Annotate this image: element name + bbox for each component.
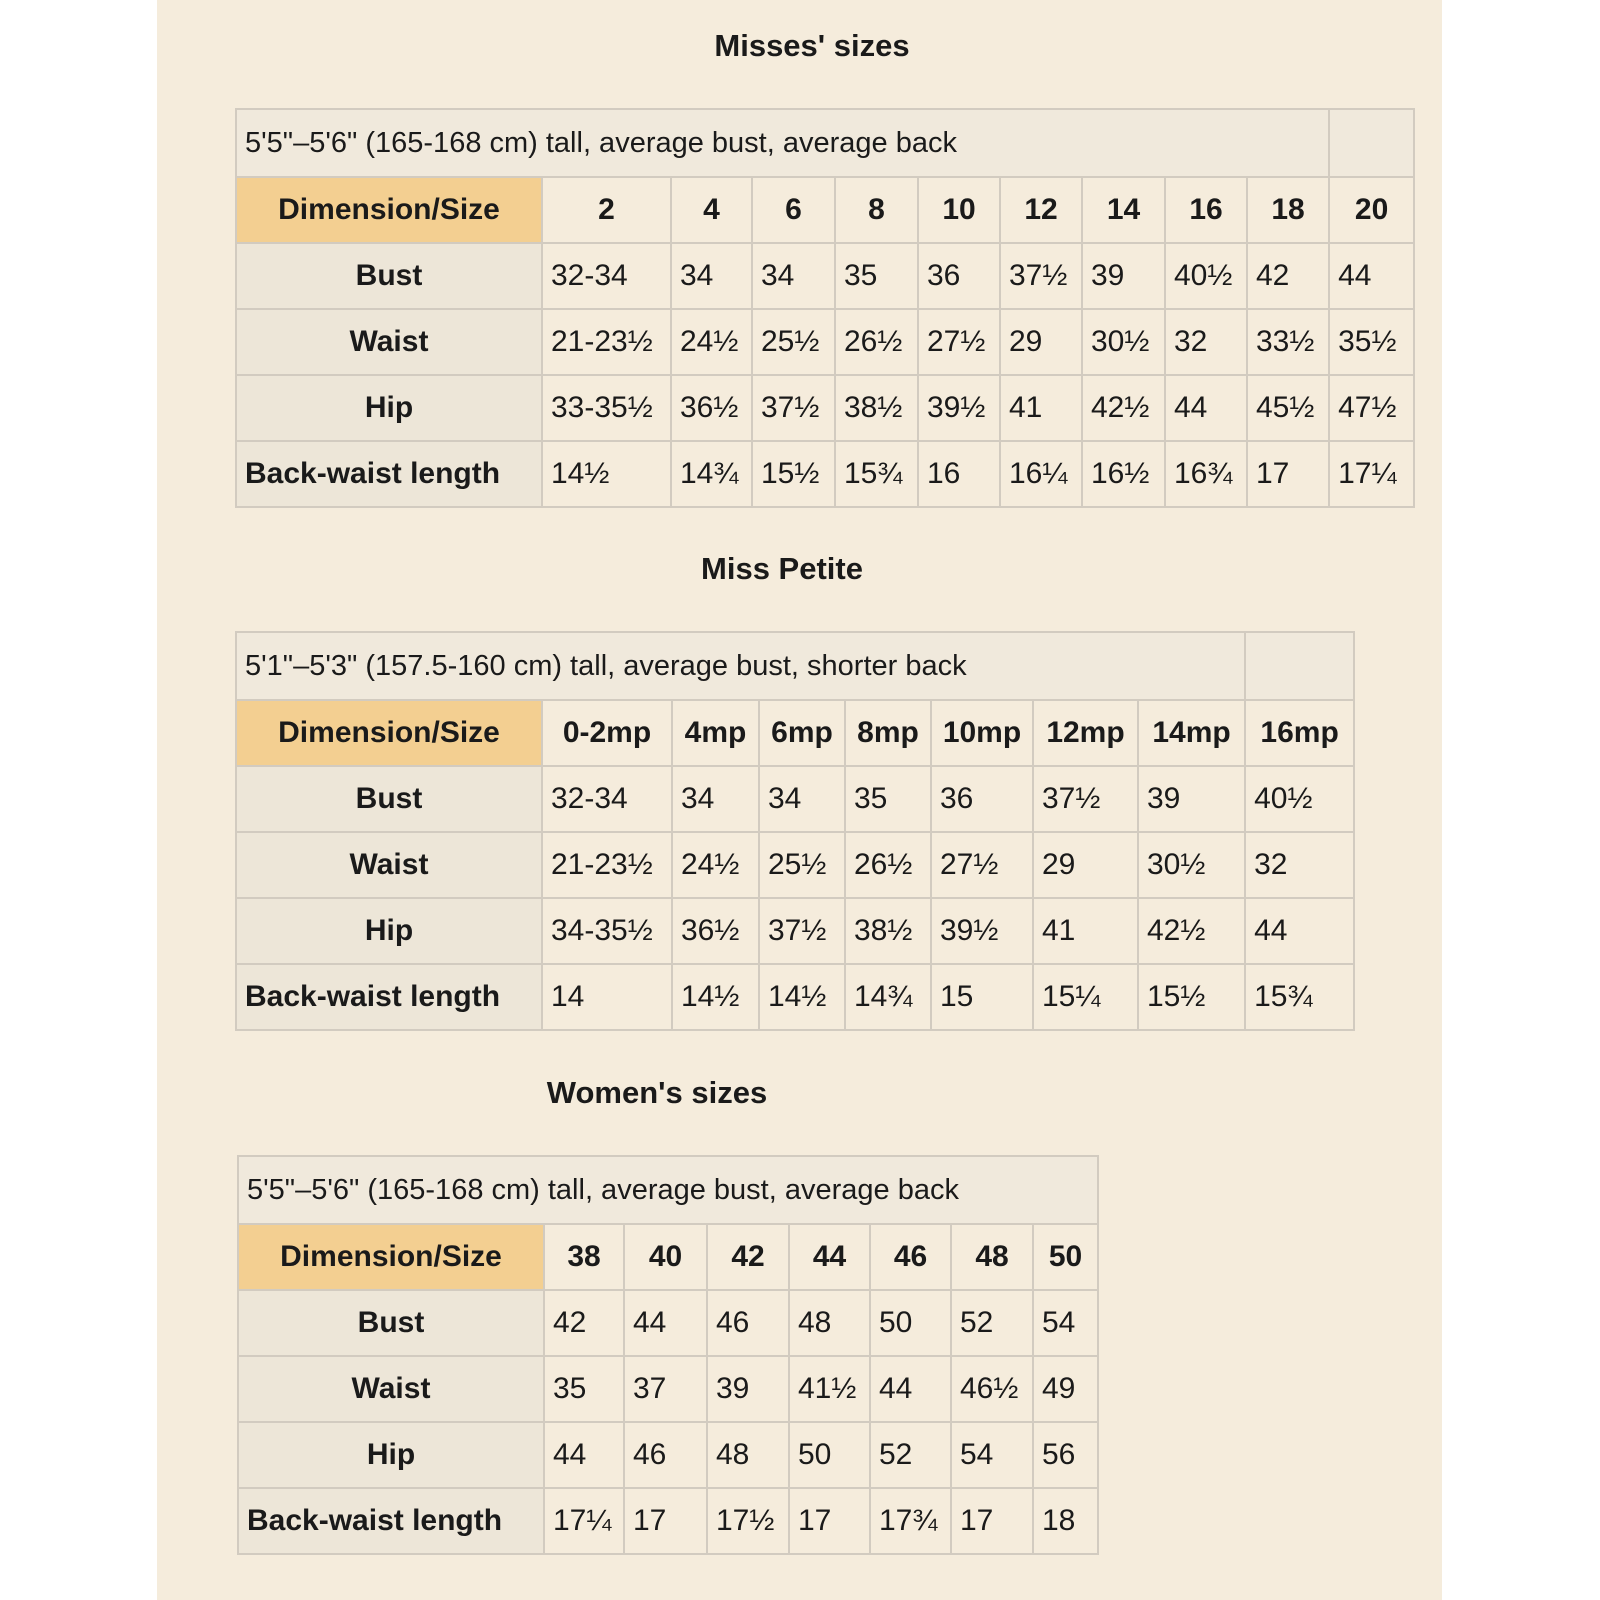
row-label-waist: Waist: [238, 1356, 544, 1422]
table-cell: 25½: [759, 832, 845, 898]
table-cell: 14½: [759, 964, 845, 1030]
size-header: 38: [544, 1224, 624, 1290]
table-cell: 44: [624, 1290, 707, 1356]
table-cell: 17¼: [1329, 441, 1414, 507]
table-row: [236, 309, 1414, 375]
size-header: 6mp: [759, 700, 845, 766]
table-cell: 15½: [1138, 964, 1245, 1030]
table-cell: 38½: [835, 375, 918, 441]
table-cell: 30½: [1082, 309, 1165, 375]
table-cell: 29: [1000, 309, 1082, 375]
empty-cell: [1245, 632, 1354, 700]
size-header: 12: [1000, 177, 1082, 243]
table-cell: 35: [544, 1356, 624, 1422]
misses-sizes-table: [235, 108, 1415, 508]
size-header: 14mp: [1138, 700, 1245, 766]
table-cell: 15¼: [1033, 964, 1138, 1030]
size-header: 10: [918, 177, 1000, 243]
table-row: [238, 1488, 1098, 1554]
row-label-waist: Waist: [236, 309, 542, 375]
size-header: 16: [1165, 177, 1247, 243]
table-cell: 15¾: [835, 441, 918, 507]
row-label-bust: Bust: [238, 1290, 544, 1356]
table-cell: 17¼: [544, 1488, 624, 1554]
table-cell: 26½: [835, 309, 918, 375]
table-cell: 36½: [672, 898, 759, 964]
table-cell: 36½: [671, 375, 752, 441]
miss-petite-table: [235, 631, 1355, 1031]
table-cell: 32: [1165, 309, 1247, 375]
size-header: 18: [1247, 177, 1329, 243]
table-cell: 42½: [1082, 375, 1165, 441]
table-cell: 36: [931, 766, 1033, 832]
table-cell: 17: [789, 1488, 870, 1554]
table-cell: 34: [672, 766, 759, 832]
table-cell: 16: [918, 441, 1000, 507]
misses-sizes-title: Misses' sizes: [714, 28, 910, 63]
table-cell: 41½: [789, 1356, 870, 1422]
table-cell: 48: [789, 1290, 870, 1356]
table-cell: 34: [759, 766, 845, 832]
row-label-bust: Bust: [236, 766, 542, 832]
table-cell: 17½: [707, 1488, 789, 1554]
table-row: [236, 964, 1354, 1030]
table-cell: 32-34: [542, 243, 671, 309]
size-header: 4mp: [672, 700, 759, 766]
dimension-size-header: Dimension/Size: [236, 700, 542, 766]
miss-petite-title: Miss Petite: [701, 551, 863, 586]
table-cell: 38½: [845, 898, 931, 964]
table-cell: 18: [1033, 1488, 1098, 1554]
table-cell: 16¼: [1000, 441, 1082, 507]
table-cell: 29: [1033, 832, 1138, 898]
table-cell: 21-23½: [542, 309, 671, 375]
size-header: 48: [951, 1224, 1033, 1290]
table-cell: 35: [845, 766, 931, 832]
table-cell: 42½: [1138, 898, 1245, 964]
table-row: [236, 243, 1414, 309]
table-cell: 39½: [918, 375, 1000, 441]
table-cell: 24½: [672, 832, 759, 898]
table-cell: 32-34: [542, 766, 672, 832]
size-header: 46: [870, 1224, 951, 1290]
table-cell: 37½: [1000, 243, 1082, 309]
table-cell: 52: [951, 1290, 1033, 1356]
table-cell: 15½: [752, 441, 835, 507]
dimension-size-header: Dimension/Size: [238, 1224, 544, 1290]
table-row: [236, 898, 1354, 964]
table-cell: 15¾: [1245, 964, 1354, 1030]
table-cell: 37½: [759, 898, 845, 964]
size-header: 2: [542, 177, 671, 243]
size-header: 8mp: [845, 700, 931, 766]
table-cell: 14¾: [845, 964, 931, 1030]
row-label-waist: Waist: [236, 832, 542, 898]
table-cell: 16¾: [1165, 441, 1247, 507]
table-cell: 17: [1247, 441, 1329, 507]
table-cell: 54: [951, 1422, 1033, 1488]
size-header: 20: [1329, 177, 1414, 243]
row-label-back-waist-length: Back-waist length: [236, 441, 542, 507]
table-cell: 39: [1082, 243, 1165, 309]
page: [157, 0, 1442, 1600]
table-cell: 35½: [1329, 309, 1414, 375]
table-cell: 56: [1033, 1422, 1098, 1488]
table-cell: 50: [870, 1290, 951, 1356]
table-cell: 14¾: [671, 441, 752, 507]
table-cell: 15: [931, 964, 1033, 1030]
table-cell: 17: [951, 1488, 1033, 1554]
size-header: 12mp: [1033, 700, 1138, 766]
table-cell: 21-23½: [542, 832, 672, 898]
size-header: 6: [752, 177, 835, 243]
table-row: [236, 766, 1354, 832]
row-label-hip: Hip: [238, 1422, 544, 1488]
table-cell: 46: [707, 1290, 789, 1356]
table-cell: 37½: [752, 375, 835, 441]
size-header: 16mp: [1245, 700, 1354, 766]
womens-sizes-table: [237, 1155, 1099, 1555]
table-cell: 34-35½: [542, 898, 672, 964]
table-cell: 25½: [752, 309, 835, 375]
table-cell: 50: [789, 1422, 870, 1488]
table-cell: 42: [1247, 243, 1329, 309]
size-header: 10mp: [931, 700, 1033, 766]
table-cell: 40½: [1245, 766, 1354, 832]
table-row: [238, 1356, 1098, 1422]
table-cell: 30½: [1138, 832, 1245, 898]
row-label-bust: Bust: [236, 243, 542, 309]
table-cell: 39: [707, 1356, 789, 1422]
table-cell: 41: [1000, 375, 1082, 441]
table-cell: 47½: [1329, 375, 1414, 441]
table-cell: 27½: [918, 309, 1000, 375]
table-cell: 26½: [845, 832, 931, 898]
table-cell: 44: [1245, 898, 1354, 964]
size-header: 42: [707, 1224, 789, 1290]
table-row: [238, 1290, 1098, 1356]
table-cell: 14½: [542, 441, 671, 507]
table-cell: 14½: [672, 964, 759, 1030]
table-cell: 44: [1165, 375, 1247, 441]
size-header: 40: [624, 1224, 707, 1290]
size-header: 44: [789, 1224, 870, 1290]
row-label-back-waist-length: Back-waist length: [238, 1488, 544, 1554]
table-cell: 40½: [1165, 243, 1247, 309]
table-cell: 44: [870, 1356, 951, 1422]
table-cell: 44: [544, 1422, 624, 1488]
table-cell: 33-35½: [542, 375, 671, 441]
table-cell: 54: [1033, 1290, 1098, 1356]
size-header: 4: [671, 177, 752, 243]
table-cell: 49: [1033, 1356, 1098, 1422]
table-row: [236, 832, 1354, 898]
row-label-back-waist-length: Back-waist length: [236, 964, 542, 1030]
table-cell: 36: [918, 243, 1000, 309]
table-cell: 44: [1329, 243, 1414, 309]
table-cell: 17: [624, 1488, 707, 1554]
table-cell: 42: [544, 1290, 624, 1356]
table-cell: 34: [752, 243, 835, 309]
table-cell: 46½: [951, 1356, 1033, 1422]
size-header: 14: [1082, 177, 1165, 243]
table-cell: 39½: [931, 898, 1033, 964]
table-cell: 14: [542, 964, 672, 1030]
table-row: [236, 441, 1414, 507]
table-cell: 46: [624, 1422, 707, 1488]
size-header: 8: [835, 177, 918, 243]
size-header: 50: [1033, 1224, 1098, 1290]
table-cell: 33½: [1247, 309, 1329, 375]
table-cell: 32: [1245, 832, 1354, 898]
table-caption: 5'5"–5'6" (165-168 cm) tall, average bust, average back: [236, 109, 1329, 177]
table-row: [236, 375, 1414, 441]
table-cell: 45½: [1247, 375, 1329, 441]
row-label-hip: Hip: [236, 898, 542, 964]
size-header: 0-2mp: [542, 700, 672, 766]
table-cell: 16½: [1082, 441, 1165, 507]
table-cell: 35: [835, 243, 918, 309]
table-cell: 37½: [1033, 766, 1138, 832]
table-cell: 37: [624, 1356, 707, 1422]
table-cell: 52: [870, 1422, 951, 1488]
empty-cell: [1329, 109, 1414, 177]
table-cell: 41: [1033, 898, 1138, 964]
table-row: [238, 1422, 1098, 1488]
womens-sizes-title: Women's sizes: [546, 1075, 768, 1110]
table-caption: 5'1"–5'3" (157.5-160 cm) tall, average bust, shorter back: [236, 632, 1245, 700]
table-cell: 27½: [931, 832, 1033, 898]
table-cell: 24½: [671, 309, 752, 375]
table-caption: 5'5"–5'6" (165-168 cm) tall, average bust, average back: [238, 1156, 1098, 1224]
table-cell: 39: [1138, 766, 1245, 832]
table-cell: 48: [707, 1422, 789, 1488]
dimension-size-header: Dimension/Size: [236, 177, 542, 243]
table-cell: 34: [671, 243, 752, 309]
table-cell: 17¾: [870, 1488, 951, 1554]
row-label-hip: Hip: [236, 375, 542, 441]
